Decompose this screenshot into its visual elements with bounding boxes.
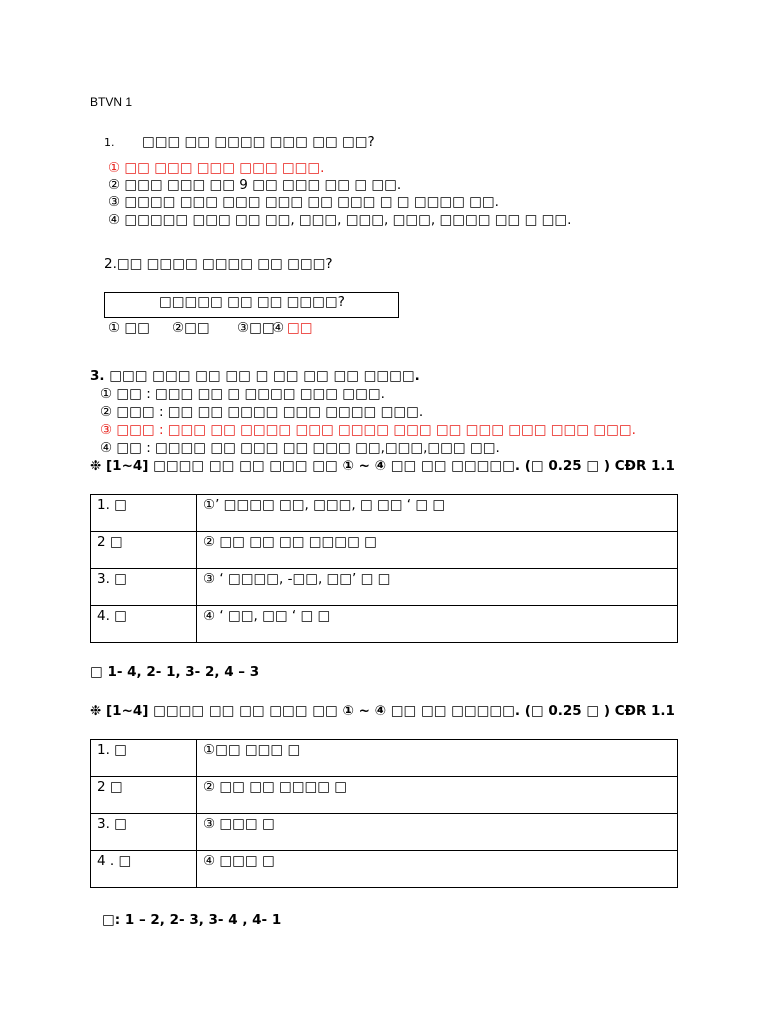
table-cell-left: 3. □ [91,814,197,851]
table-cell-right: ② □□ □□ □□ □□□□ □ [197,532,678,569]
table-row [91,777,678,814]
section-2-answer: □: 1 – 2, 2- 3, 3- 4 , 4- 1 [102,912,282,928]
question-1-option-1: ① □□ □□□ □□□ □□□ □□□. [108,160,325,176]
section-2-title: ❉ [1~4] □□□□ □□ □□ □□□ □□ ① ~ ④ □□ □□ □□□□□. (□ 0.25 □ ) CĐR 1.1 [90,703,675,719]
question-1-option-4: ④ □□□□□ □□□ □□ □□, □□□, □□□, □□□, □□□□ □□ □ □□. [108,212,572,228]
question-2-option-3: ③□□ [237,320,275,336]
table-cell-right: ④ □□□ □ [197,851,678,888]
table-row [91,851,678,888]
question-2-box [104,292,399,318]
question-3-option-2: ② □□□ : □□ □□ □□□□ □□□ □□□□ □□□. [100,404,424,420]
section-1-title: ❉ [1~4] □□□□ □□ □□ □□□ □□ ① ~ ④ □□ □□ □□□□□. (□ 0.25 □ ) CĐR 1.1 [90,458,675,474]
section-1-table [90,494,678,643]
table-cell-right: ② □□ □□ □□□□ □ [197,777,678,814]
question-3-title: 3. □□□ □□□ □□ □□ □ □□ □□ □□ □□□□. [90,368,420,384]
document-header: BTVN 1 [90,95,133,109]
question-2-text: 2.□□ □□□□ □□□□ □□ □□□? [104,256,333,272]
table-row [91,606,678,643]
question-1-text: □□□ □□ □□□□ □□□ □□ □□? [142,134,375,150]
table-cell-right: ④ ‘ □□, □□ ‘ □ □ [197,606,678,643]
table-cell-left: 2 □ [91,777,197,814]
section-1-answer: □ 1- 4, 2- 1, 3- 2, 4 – 3 [90,664,260,680]
table-cell-left: 2 □ [91,532,197,569]
question-2-option-4-answer: □□ [287,320,313,336]
section-2-table [90,739,678,888]
table-cell-right: ③ □□□ □ [197,814,678,851]
table-cell-right: ③ ‘ □□□□, -□□, □□’ □ □ [197,569,678,606]
table-cell-left: 1. □ [91,495,197,532]
question-2-box-text: □□□□□ □□ □□ □□□□? [159,294,345,310]
table-row [91,814,678,851]
question-1-option-3: ③ □□□□ □□□ □□□ □□□ □□ □□□ □ □ □□□□ □□. [108,194,499,210]
table-cell-left: 4. □ [91,606,197,643]
table-cell-right: ①’ □□□□ □□, □□□, □ □□ ‘ □ □ [197,495,678,532]
question-2-option-4: ④ [272,320,285,336]
question-3-option-3: ③ □□□ : □□□ □□ □□□□ □□□ □□□□ □□□ □□ □□□ □□□ □□□ □□□. [100,422,636,438]
table-row [91,495,678,532]
table-row [91,740,678,777]
question-3-option-4: ④ □□ : □□□□ □□ □□□ □□ □□□ □□,□□□,□□□ □□. [100,440,500,456]
table-cell-left: 4 . □ [91,851,197,888]
question-2-option-2: ②□□ [172,320,210,336]
table-row [91,569,678,606]
question-2-option-1: ① □□ [108,320,150,336]
table-row [91,532,678,569]
table-cell-right: ①□□ □□□ □ [197,740,678,777]
table-cell-left: 3. □ [91,569,197,606]
question-3-option-1: ① □□ : □□□ □□ □ □□□□ □□□ □□□. [100,386,385,402]
question-1-number: 1. [104,136,115,149]
table-cell-left: 1. □ [91,740,197,777]
question-1-option-2: ② □□□ □□□ □□ 9 □□ □□□ □□ □ □□. [108,177,402,193]
